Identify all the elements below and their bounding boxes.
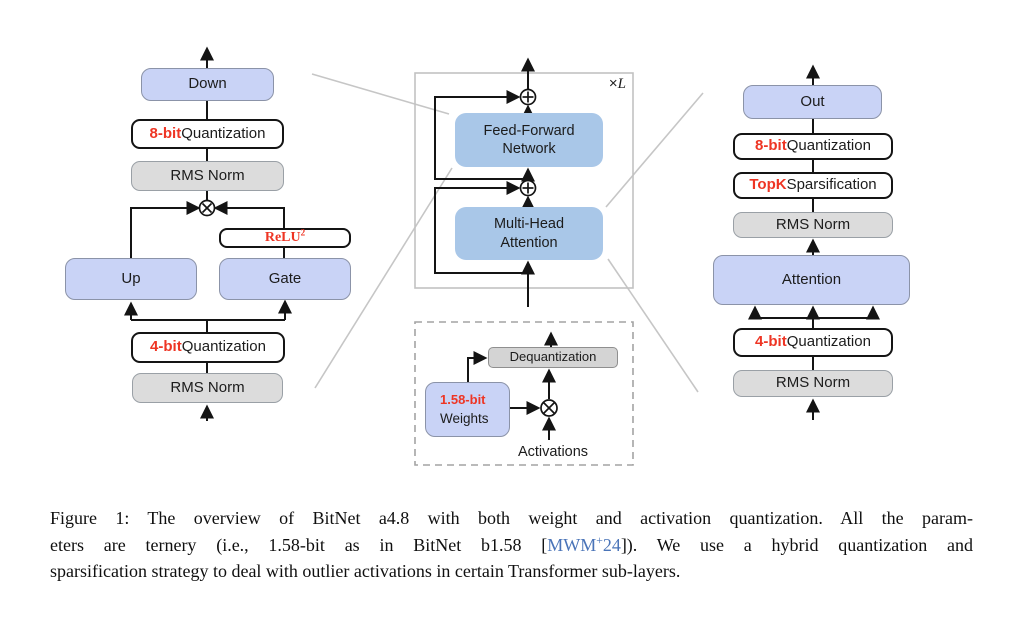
activations-label: Activations (517, 444, 589, 460)
transformer-block-wiring (435, 61, 528, 307)
weights-bits-label: 1.58-bit (440, 391, 486, 407)
sparsification-label: Sparsification (786, 176, 877, 194)
up-box (65, 258, 197, 300)
attn-4bit-quantization-box (733, 328, 893, 357)
attn-4bit-label: 4-bit (755, 333, 787, 351)
attn-8bit-quantization-box (733, 133, 893, 160)
gate-box (219, 258, 351, 300)
caption-line-3: sparsification strategy to deal with outlier activations in certain Transformer sub-layers. (50, 561, 681, 581)
attention-label: Attention (781, 270, 842, 288)
attn-rms-norm-top-label: RMS Norm (775, 215, 851, 233)
attention-box (713, 255, 910, 305)
ffn-4bit-label: 4-bit (150, 338, 182, 356)
ffn-4bit-quantization-box (131, 332, 285, 363)
out-box (743, 85, 882, 119)
figure-caption (50, 505, 973, 585)
dequantization-label: Dequantization (509, 349, 597, 365)
ffn-rms-norm-top-label: RMS Norm (170, 166, 245, 184)
ffn-rms-norm-bottom-label: RMS Norm (170, 378, 245, 396)
topk-label: TopK (749, 176, 787, 194)
repeat-times-label: ×L (608, 75, 626, 92)
weights-158bit-box (425, 382, 510, 437)
feed-forward-network-box: Feed-Forward Network (455, 113, 603, 167)
dequantization-box (488, 347, 618, 368)
ffn-quantization-label-2: Quantization (181, 338, 266, 356)
multiply-icon-weights (541, 400, 557, 416)
ffn-8bit-label: 8-bit (149, 124, 182, 142)
relu2-label: ReLU$^2$ (264, 227, 306, 246)
attn-8bit-label: 8-bit (755, 137, 787, 155)
multi-head-attention-box: Multi-Head Attention (455, 207, 603, 260)
ffn-quantization-label: Quantization (181, 124, 266, 142)
up-label: Up (121, 269, 141, 287)
add-icon-top (521, 90, 536, 105)
attn-rms-norm-bottom-label: RMS Norm (775, 374, 851, 392)
ffn-rms-norm-top-box (131, 161, 284, 191)
topk-sparsification-box (733, 172, 893, 199)
relu2-box (219, 228, 351, 248)
attention-detail-wiring (755, 68, 873, 420)
attn-quantization-label-2: Quantization (786, 333, 871, 351)
attn-rms-norm-top-box (733, 212, 893, 238)
out-label: Out (800, 92, 825, 110)
ffn-rms-norm-bottom-box (132, 373, 283, 403)
attn-quantization-label: Quantization (786, 137, 871, 155)
attn-rms-norm-bottom-box (733, 370, 893, 397)
multiply-icon (200, 201, 215, 216)
citation-link[interactable]: MWM+24 (547, 533, 621, 555)
caption-line-2: eters are ternery (i.e., 1.58-bit as in BitNet b1.58 [MWM+24]). We use a hybrid quantization and (50, 533, 974, 555)
down-box (141, 68, 274, 101)
caption-line-1: Figure 1: The overview of BitNet a4.8 with both weight and activation quantization. All the param- (50, 508, 973, 528)
add-icon-mid (521, 181, 536, 196)
gate-label: Gate (268, 269, 302, 287)
ffn-8bit-quantization-box (131, 119, 284, 149)
down-label: Down (188, 75, 227, 93)
weights-label: Weights (440, 411, 489, 427)
